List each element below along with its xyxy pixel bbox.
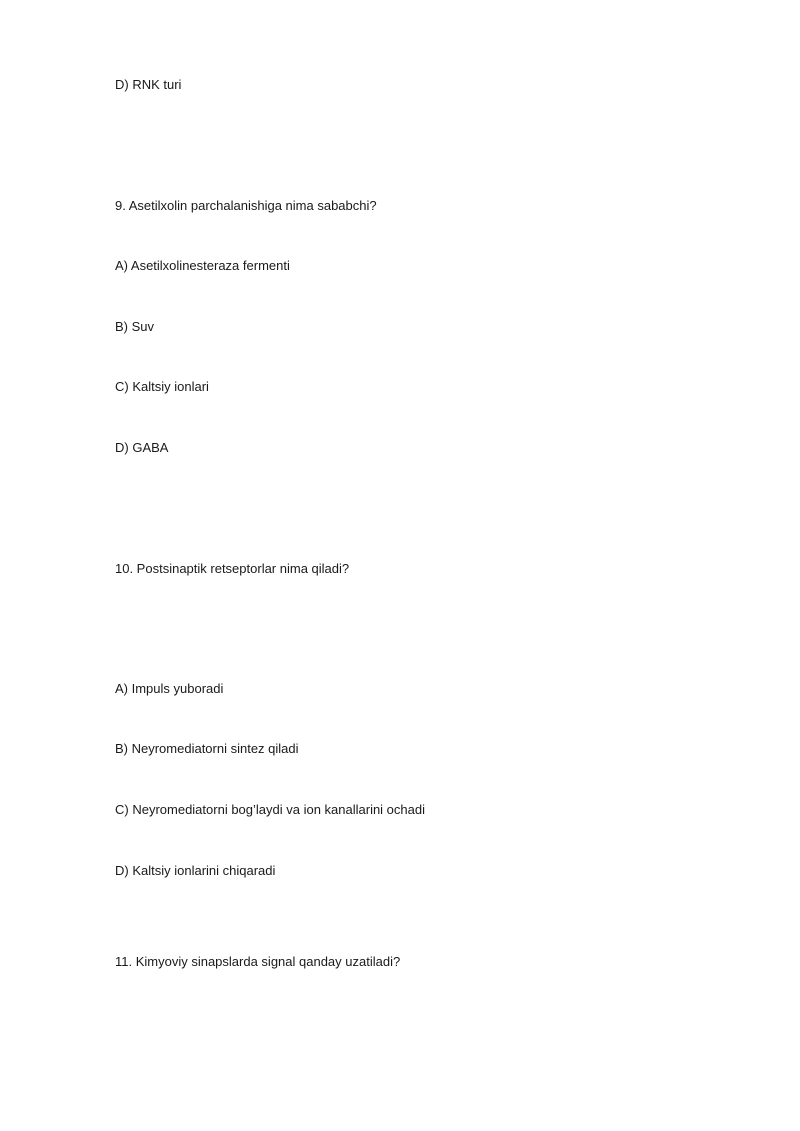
answer-option-a-q9: A) Asetilxolinesteraza fermenti (115, 258, 290, 273)
answer-option-c-q9: C) Kaltsiy ionlari (115, 379, 209, 394)
question-9: 9. Asetilxolin parchalanishiga nima sababchi? (115, 198, 377, 213)
answer-option-a-q10: A) Impuls yuboradi (115, 681, 224, 696)
answer-option-d-q8: D) RNK turi (115, 77, 182, 92)
question-11: 11. Kimyoviy sinapslarda signal qanday uzatiladi? (115, 954, 401, 969)
answer-option-b-q9: B) Suv (115, 319, 155, 334)
answer-option-c-q10: C) Neyromediatorni bog’laydi va ion kanallarini ochadi (115, 802, 425, 817)
answer-option-d-q10: D) Kaltsiy ionlarini chiqaradi (115, 863, 276, 878)
answer-option-d-q9: D) GABA (115, 440, 169, 455)
question-10: 10. Postsinaptik retseptorlar nima qiladi? (115, 561, 350, 576)
answer-option-b-q10: B) Neyromediatorni sintez qiladi (115, 741, 299, 756)
